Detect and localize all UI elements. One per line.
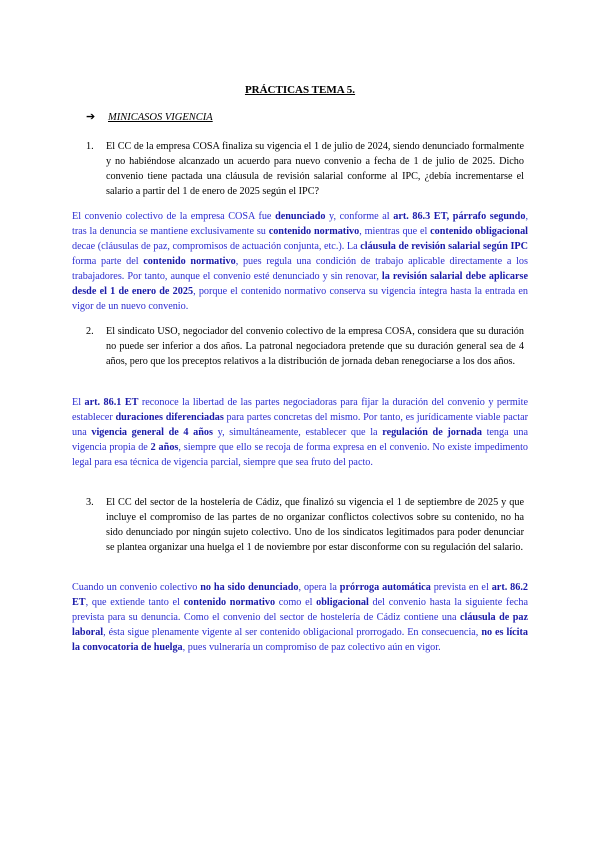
answer-2 [72,395,528,470]
answer-text-run: Cuando un convenio colectivo [72,582,201,593]
answer-text-run: , mientras que el [359,226,431,237]
answer-bold-run: no es lícita la convocatoria de huelga [72,627,528,653]
answer-text-run: , porque el contenido normativo conserva su vigencia íntegra hasta la entrada en vigor de un nuevo convenio. [72,286,528,312]
answer-text-run: como el [275,597,317,608]
question-3 [86,495,524,555]
answer-text-run: para partes concretas del mismo. Por tanto, es jurídicamente viable pactar una [72,412,528,438]
answer-bold-run: regulación de jornada [382,427,482,438]
answer-text-run: , siempre que ello se recoja de forma expresa en el convenio. No existe impedimento legal para esa técnica de vigencia parcial, siempre que sea fruto del pacto. [72,442,528,468]
page-title: PRÁCTICAS TEMA 5. [244,84,356,96]
answer-bold-run: art. 86.3 ET, párrafo segundo [393,211,526,222]
answer-text-run: , ésta sigue plenamente vigente al ser contenido obligacional prorrogado. En consecuencia, [103,627,482,638]
answer-text-run: El [72,397,85,408]
question-1 [86,139,524,199]
question-text: El CC del sector de la hostelería de Cádiz, que finalizó su vigencia el 1 de septiembre de 2025 y que incluye el compromiso de las partes de no organizar conflictos colectivos sobre su contenido, no ha sido denunciado por ningún sujeto colectivo. Uno de los sindicatos legitimados para poder denunciar se plantea organizar una huelga el 1 de noviembre por estar disconforme con su regulación del salario. [106,497,524,553]
answer-3 [72,580,528,655]
answer-bold-run: contenido normativo [143,256,236,267]
question-text: El sindicato USO, negociador del convenio colectivo de la empresa COSA, considera que su duración no puede ser inferior a dos años. La patronal negociadora pretende que su duración general sea de 4 años, pero que los preceptos relativos a la distribución de jornada deban renegociarse a los dos años. [106,326,524,367]
answer-bold-run: art. 86.2 ET [72,582,529,608]
answer-text-run: , opera la [298,582,340,593]
question-2 [86,324,524,369]
section-heading [86,110,213,123]
answer-bold-run: contenido normativo [268,226,360,237]
arrow-right-icon: ➔ [86,111,96,123]
answer-1 [72,209,528,314]
answer-bold-run: no ha sido denunciado [200,582,299,593]
answer-bold-run: denunciado [275,211,326,222]
answer-text-run: y, simultáneamente, establecer que la [212,427,383,438]
answer-text-run: , pues vulneraría un compromiso de paz colectivo aún en vigor. [182,642,441,653]
answer-bold-run: vigencia general de 4 años [91,427,213,438]
answer-text-run: del convenio hasta la siguiente fecha prevista para su denuncia. Como el convenio del sector de hostelería de Cádiz contiene una [72,597,528,623]
answer-bold-run: la revisión salarial debe aplicarse desde el 1 de enero de 2025 [72,271,528,297]
answer-bold-run: contenido normativo [183,597,276,608]
answer-bold-run: cláusula de paz laboral [72,612,528,638]
answer-text-run: , tras la denuncia se mantiene exclusivamente su [72,211,528,237]
answer-text-run: reconoce la libertad de las partes negociadoras para fijar la duración del convenio y permite establecer [72,397,528,423]
answer-text-run: forma parte del [72,256,144,267]
answer-text-run: tenga una vigencia propia de [72,427,528,453]
answer-bold-run: 2 años [150,442,179,453]
answer-bold-run: duraciones diferenciadas [115,412,224,423]
answer-bold-run: art. 86.1 ET [84,397,139,408]
section-label: MINICASOS VIGENCIA [108,112,213,123]
question-number: 3. [86,497,94,508]
answer-text-run: , que extiende tanto el [85,597,184,608]
question-number: 1. [86,141,94,152]
answer-text-run: , pues regula una condición de trabajo aplicable directamente a los trabajadores. Por tanto, aunque el convenio esté denunciado y sin renovar, [72,256,528,282]
question-number: 2. [86,326,94,337]
answer-bold-run: prórroga automática [339,582,431,593]
answer-text-run: decae (cláusulas de paz, compromisos de actuación conjunta, etc.). La [72,241,361,252]
answer-bold-run: obligacional [316,597,369,608]
answer-bold-run: contenido obligacional [430,226,529,237]
answer-text-run: y, conforme al [325,211,394,222]
answer-bold-run: cláusula de revisión salarial según IPC [360,241,528,252]
answer-text-run: prevista en el [430,582,492,593]
answer-text-run: El convenio colectivo de la empresa COSA fue [72,211,276,222]
question-text: El CC de la empresa COSA finaliza su vigencia el 1 de julio de 2024, siendo denunciado formalmente y no habiéndose alcanzado un acuerdo para nuevo convenio a fecha de 1 de julio de 2025. Dicho convenio tiene pactada una cláusula de revisión salarial conforme al IPC, ¿debía incrementarse el salario a partir del 1 de enero de 2025 según el IPC? [106,141,524,197]
